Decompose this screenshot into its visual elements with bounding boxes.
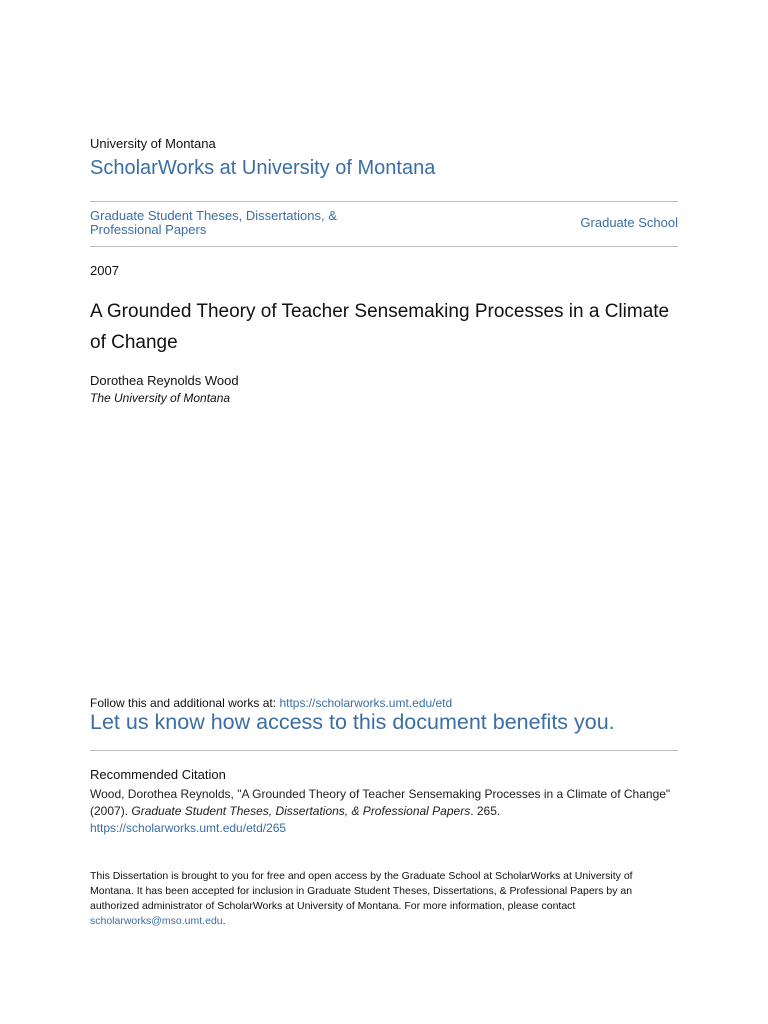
follow-prefix: Follow this and additional works at: [90, 696, 280, 710]
divider-middle [90, 246, 678, 247]
author-affiliation: The University of Montana [90, 391, 231, 405]
benefits-feedback-link[interactable]: Let us know how access to this document benefits you. [90, 710, 615, 734]
access-notice-end: . [222, 915, 226, 927]
author-name: Dorothea Reynolds Wood [90, 373, 239, 388]
cover-page [90, 0, 678, 1024]
access-notice [90, 869, 678, 929]
follow-line [90, 696, 452, 710]
divider-bottom [90, 750, 678, 751]
recommended-citation-heading: Recommended Citation [90, 767, 226, 782]
etd-collection-link[interactable]: https://scholarworks.umt.edu/etd [279, 696, 453, 710]
citation-text [90, 786, 678, 837]
graduate-school-link[interactable]: Graduate School [580, 215, 678, 230]
divider-top [90, 201, 678, 202]
citation-series: Graduate Student Theses, Dissertations, & Professional Papers [131, 804, 471, 818]
repository-link[interactable]: ScholarWorks at University of Montana [90, 157, 436, 179]
institution-name: University of Montana [90, 136, 216, 151]
citation-url-link[interactable]: https://scholarworks.umt.edu/etd/265 [90, 821, 287, 835]
access-notice-text: This Dissertation is brought to you for free and open access by the Graduate School at ScholarWorks at University of Montana. It has been accepted for inclusion in Graduate Student Theses, Dissertations, & Professional Papers by an authorized administrator of ScholarWorks at University of Montana. For more information, please contact [90, 870, 633, 912]
document-title: A Grounded Theory of Teacher Sensemaking Processes in a Climate of Change [90, 301, 670, 353]
contact-email-link[interactable]: scholarworks@mso.umt.edu [90, 915, 223, 927]
citation-number: . 265. [470, 804, 501, 818]
collection-link[interactable]: Graduate Student Theses, Dissertations, & Professional Papers [90, 208, 337, 237]
citation-body: Wood, Dorothea Reynolds, "A Grounded Theory of Teacher Sensemaking Processes in a Climate of Change" (2007). [90, 787, 671, 818]
publication-year: 2007 [90, 263, 119, 278]
